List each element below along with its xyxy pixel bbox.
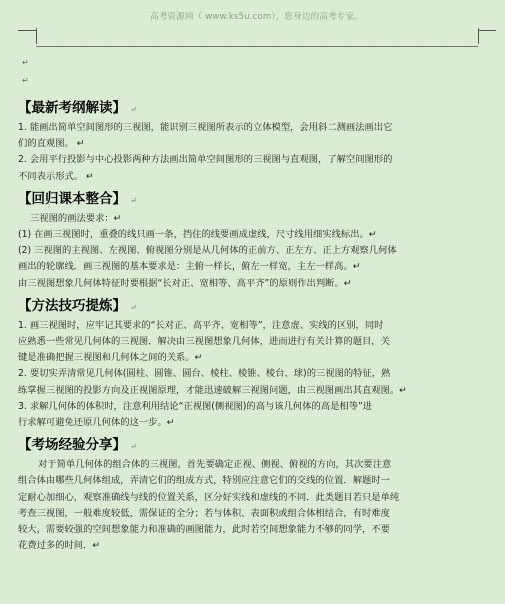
section-text — [18, 211, 488, 292]
text-line: 组合体由哪些几何体组成，弄清它们的组成方式，特别应注意它们的交线的位置．解题时一 — [18, 475, 390, 487]
section-text — [18, 120, 488, 185]
text-line: 键是准确把握三视图和几何体之间的关系。↵ — [18, 352, 203, 364]
section-title: 【最新考纲解读】 ↵ — [18, 100, 137, 116]
section-text — [18, 457, 488, 554]
header-rule-main — [36, 46, 478, 47]
text-line: 定耐心加细心，观察准确线与线的位置关系，区分好实线和虚线的不同．此类题目若只是单纯 — [18, 491, 400, 503]
document-body — [18, 98, 488, 558]
text-line: 1. 能画出简单空间图形的三视图，能识别三视图所表示的立体模型，会用斜二测画法画出它 — [18, 122, 393, 133]
text-line: 行求解可避免还原几何体的这一步。↵ — [18, 417, 175, 429]
text-line: 对于简单几何体的组合体的三视图，首先要确定正视、侧视、俯视的方向，其次要注意 — [38, 459, 392, 471]
section-title: 【考场经验分享】 ↵ — [18, 437, 137, 454]
paragraph-mark: ↵ — [22, 76, 29, 85]
section-text — [18, 318, 488, 431]
text-line: 画出的轮廓线．画三视图的基本要求是：主俯一样长，俯左一样宽，主左一样高。↵ — [18, 261, 361, 273]
header-rule-left — [18, 30, 36, 31]
text-line: 们的直观图。 ↵ — [18, 138, 85, 150]
section-methods — [18, 296, 488, 431]
text-line: 较大，需要较强的空间想象能力和准确的画图能力，此时若空间想象能力不够的同学，不要 — [18, 524, 390, 536]
header-rule-right — [478, 30, 496, 31]
text-line: 1. 画三视图时，应牢记其要求的“长对正、高平齐、宽相等”，注意虚、实线的区别，同时 — [18, 319, 384, 331]
text-line: 花费过多的时间．↵ — [18, 540, 101, 552]
text-line: 2. 要切实弄清常见几何体(圆柱、圆锥、圆台、棱柱、棱锥、棱台、球)的三视图的特征，熟 — [18, 368, 391, 380]
section-title: 【回归课本整合】 ↵ — [18, 190, 137, 207]
text-line: 考查三视图，一般难度较低，需保证的全分；若与体积、表面积或组合体相结合，有时难度 — [18, 507, 390, 519]
header-text: 高考资源网（ www.ks5u.com），您身边的高考专家。 — [150, 12, 363, 22]
section-title: 【方法技巧提炼】 ↵ — [18, 297, 137, 314]
text-line: (2) 三视图的主视图、左视图、俯视图分别是从几何体的正前方、正左方、正上方观察几何体 — [18, 245, 397, 257]
section-experience — [18, 435, 488, 554]
text-line: 不同表示形式。 ↵ — [18, 170, 94, 182]
section-textbook — [18, 189, 488, 292]
text-line: 由三视图想象几何体特征时要根据“长对正、宽相等、高平齐”的原则作出判断。↵ — [18, 277, 352, 289]
page-header — [18, 0, 495, 44]
text-line: 3. 求解几何体的体积时，注意利用结论“正视图(侧视图)的高与该几何体的高是相等”进 — [18, 400, 373, 412]
text-line: 2. 会用平行投影与中心投影两种方法画出简单空间图形的三视图与直观图，了解空间图形的 — [18, 154, 393, 166]
header-corner-left — [36, 28, 37, 44]
paragraph-mark: ↵ — [22, 58, 29, 67]
text-line: 三视图的画法要求：↵ — [30, 212, 122, 224]
text-line: (1) 在画三视图时，重叠的线只画一条，挡住的线要画成虚线，尺寸线用细实线标出。↵ — [18, 229, 377, 241]
section-syllabus — [18, 98, 488, 185]
text-line: 练掌握三视图的投影方向及正视图原理，才能迅速破解三视图问题，由三视图画出其直观图。↵ — [18, 384, 407, 396]
text-line: 应熟悉一些常见几何体的三视图．解决由三视图想象几何体，进而进行有关计算的题目，关 — [18, 336, 390, 348]
